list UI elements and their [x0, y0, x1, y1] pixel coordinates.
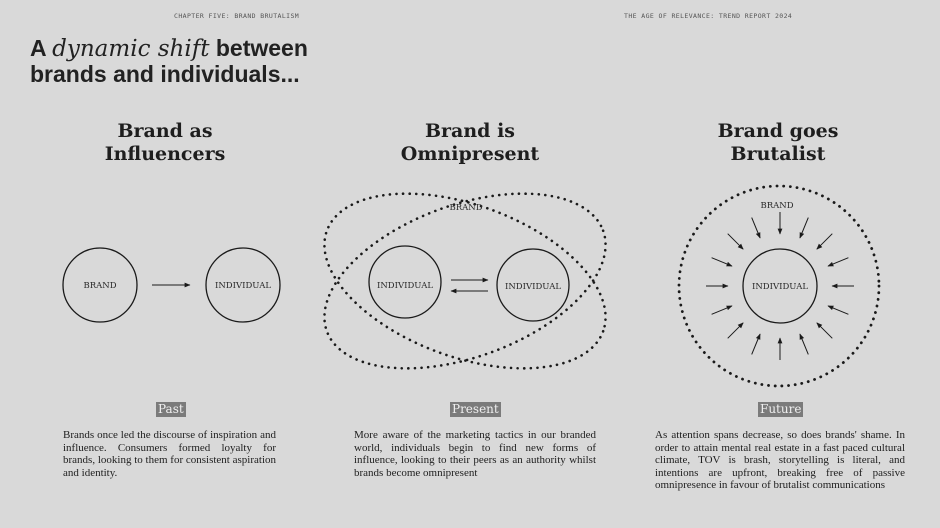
header-chapter: CHAPTER FIVE: BRAND BRUTALISM	[174, 12, 300, 20]
inward-arrow	[712, 306, 732, 314]
description-past: Brands once led the discourse of inspiration and influence. Consumers formed loyalty for brands, looking to them for consistent aspiration and identity.	[63, 429, 276, 479]
tag-past: Past	[158, 402, 184, 416]
diagram-past	[63, 248, 280, 322]
inward-arrow	[752, 218, 760, 238]
individual-center-label: INDIVIDUAL	[752, 282, 808, 292]
brand-circle-label: BRAND	[83, 281, 117, 291]
description-future: As attention spans decrease, so does brands' shame. In order to attain mental real estate in a fast paced cultural climate, TOV is brash, storytelling is literal, and intentions are upfront, breaking free of passive omnipresence in favour of brutalist communications	[655, 429, 905, 492]
brand-outer-label: BRAND	[760, 201, 794, 211]
brand-outer-label: BRAND	[449, 203, 483, 213]
description-present: More aware of the marketing tactics in our branded world, individuals begin to find new forms of influence, looking to their peers as an authority whilst brands become omnipresent	[354, 429, 596, 479]
inward-arrow	[712, 258, 732, 266]
inward-arrow	[817, 323, 833, 339]
inward-arrow	[752, 334, 760, 354]
title-start: A	[30, 35, 53, 61]
inward-arrow	[800, 334, 808, 354]
individual-right-label: INDIVIDUAL	[505, 282, 561, 292]
title-line1-end: between	[209, 35, 308, 61]
col-title-present: Brand is Omnipresent	[400, 120, 540, 165]
individual-circle-label: INDIVIDUAL	[215, 281, 271, 291]
inward-arrow	[828, 258, 848, 266]
diagram-future	[679, 186, 879, 386]
inward-arrow	[728, 234, 744, 250]
inward-arrow	[800, 218, 808, 238]
inward-arrow	[728, 323, 744, 339]
brand-ellipse-b	[301, 159, 629, 402]
inward-arrow	[828, 306, 848, 314]
inward-arrow	[817, 234, 833, 250]
col-title-past: Brand as Influencers	[104, 120, 226, 165]
title-emphasis: dynamic shift	[52, 36, 210, 62]
title-line2: brands and individuals...	[30, 61, 300, 87]
diagram-present	[301, 159, 629, 402]
header-report: THE AGE OF RELEVANCE: TREND REPORT 2024	[624, 12, 793, 20]
individual-left-label: INDIVIDUAL	[377, 281, 433, 291]
brand-ellipse-a	[301, 159, 629, 402]
tag-present: Present	[452, 402, 499, 416]
tag-future: Future	[760, 402, 802, 416]
col-title-future: Brand goes Brutalist	[717, 120, 839, 165]
